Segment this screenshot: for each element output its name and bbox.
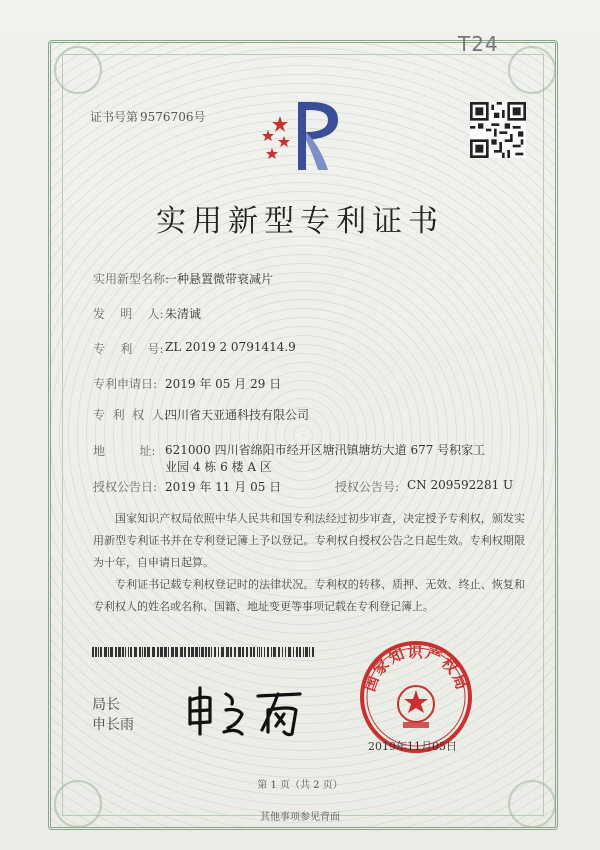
field-patent-number (93, 340, 296, 357)
field-value: 朱清诚 (165, 307, 202, 321)
corner-ornament-tl (54, 46, 102, 94)
field-label: 实用新型名称: (93, 272, 170, 286)
field-address (93, 442, 485, 476)
certificate-number (90, 108, 205, 125)
cert-number-value: 9576706 (140, 110, 194, 124)
page-number: 第 1 页（共 2 页） (257, 780, 343, 791)
director-block (92, 695, 134, 735)
field-label: 专 利 权 人: (93, 408, 168, 422)
field-inventor (93, 305, 201, 322)
field-label: 专 利 号: (93, 342, 164, 356)
cnipa-logo-icon (258, 96, 344, 176)
field-filing-date (93, 375, 281, 392)
qr-code-icon (470, 102, 526, 158)
legal-status-statement: 专利证书记载专利权登记时的法律状况。专利权的转移、质押、无效、终止、恢复和专利权人的姓名或名称、国籍、地址变更等事项记载在专利登记簿上。 (93, 578, 525, 613)
field-label: 专利申请日: (93, 377, 158, 391)
field-grant-date (93, 478, 513, 495)
field-label: 地 址: (93, 444, 156, 458)
field-value: 一种悬置微带衰减片 (165, 272, 274, 286)
address-line-2: 业园 4 栋 6 楼 A 区 (165, 460, 272, 474)
corner-ornament-tr (508, 46, 556, 94)
seal-date: 2019年11月05日 (368, 740, 457, 753)
field-value: 2019 年 05 月 29 日 (165, 377, 282, 391)
handwritten-tag: T24 (458, 32, 499, 56)
director-title: 局长 (92, 697, 120, 713)
field-utility-model-name (93, 270, 273, 287)
field-value: 四川省天亚通科技有限公司 (165, 408, 310, 422)
field-value (165, 442, 485, 476)
barcode-icon (92, 647, 316, 657)
address-line-1: 621000 四川省绵阳市经开区塘汛镇塘坊大道 677 号积家工 (165, 443, 486, 457)
seal-text: 国家知识产权局 (360, 642, 472, 694)
field-label: 发 明 人: (93, 307, 164, 321)
field-label: 授权公告号: (335, 480, 400, 494)
handwritten-signature-icon (180, 680, 320, 740)
director-name: 申长雨 (92, 717, 134, 733)
field-patentee (93, 406, 309, 423)
grant-statement: 国家知识产权局依照中华人民共和国专利法经过初步审查，决定授予专利权，颁发实用新型专利证书并在专利登记簿上予以登记。专利权自授权公告之日起生效。专利权期限为十年，自申请日起算。 (93, 512, 525, 569)
cert-number-label: 证书号第 (90, 110, 139, 124)
document-title: 实用新型专利证书 (156, 204, 444, 239)
field-value: CN 209592281 U (407, 478, 514, 492)
cert-number-suffix: 号 (193, 110, 206, 124)
field-value: 2019 年 11 月 05 日 (165, 480, 282, 494)
back-note: 其他事项参见背面 (260, 812, 340, 823)
field-label: 授权公告日: (93, 480, 158, 494)
field-value: ZL 2019 2 0791414.9 (165, 340, 296, 354)
